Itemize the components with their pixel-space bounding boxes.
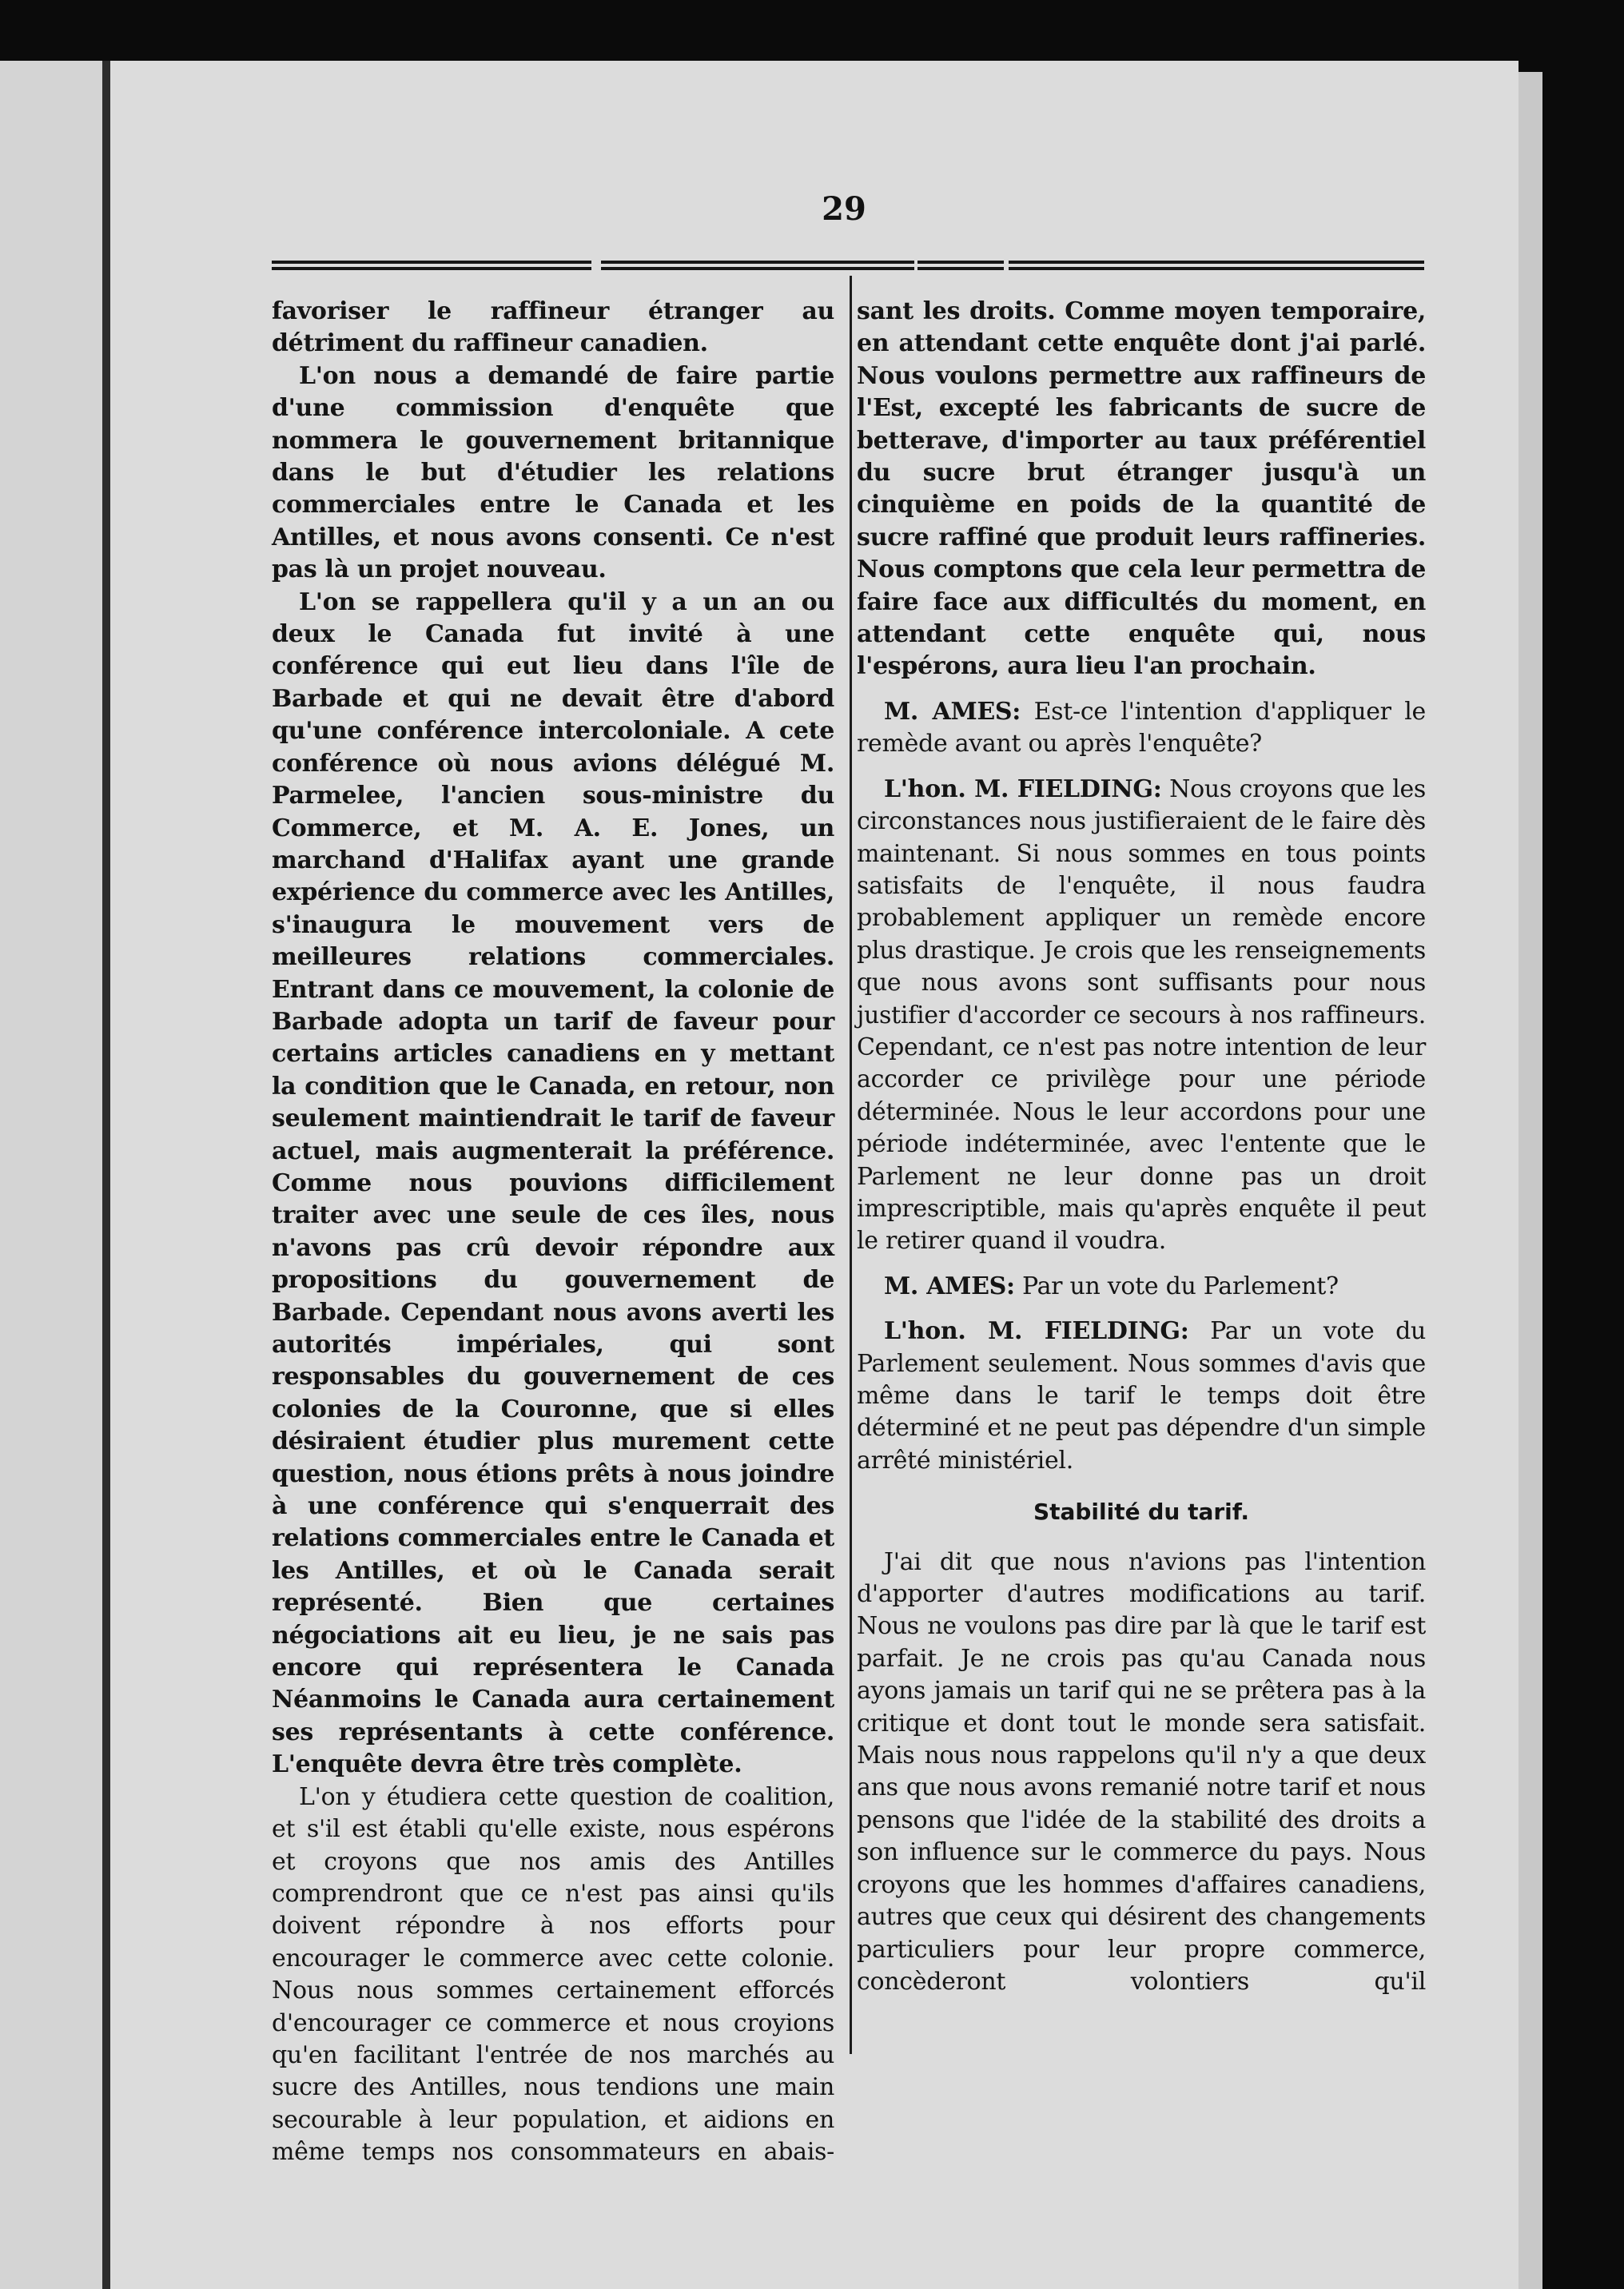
dialogue-text: Par un vote du Parlement? [1022, 1272, 1339, 1300]
paragraph: J'ai dit que nous n'avions pas l'intention d'apporter d'autres modifications au tarif. Nous ne voulons pas dire par là que le tarif est parfait. Je ne crois pas qu'au Canada nous ayons jamais un tarif qui ne se prêtera pas à la critique et dont tout le monde sera satisfait. Mais nous nous rappelons qu'il n'y a que deux ans que nous avons remanié notre tarif et nous pensons que l'idée de la stabilité des droits a son influence sur le commerce du pays. Nous croyons que les hommes d'affaires canadiens, autres que ceux qui désirent des changements particuliers pour leur propre commerce, concèderont volontiers qu'il [857, 1547, 1426, 1996]
dialogue-text: Est-ce l'intention d'appliquer le remède avant ou après l'enquête? [857, 697, 1426, 758]
page-stack-edge [1519, 72, 1542, 2289]
section-heading: Stabilité du tarif. [1033, 1499, 1250, 1526]
paragraph: sant les droits. Comme moyen temporaire, en attendant cette enquête dont j'ai parlé. Nous voulons permettre aux raffineurs de l'Est, excepté les fabricants de sucre de betterave, d'importer au taux préférentiel du sucre brut étranger jusqu'à un cinquième en poids de la quantité de sucre raffiné que produit leurs raffineries. Nous comptons que cela leur permettra de faire face aux difficultés du moment, en attendant cette enquête qui, nous l'espérons, aura lieu l'an prochain. [857, 297, 1426, 681]
dialogue-paragraph [857, 1271, 1426, 1303]
dialogue-paragraph [857, 1316, 1426, 1477]
dialogue-text: Nous croyons que les circonstances nous justifieraient de le faire dès maintenant. Si nous sommes en tous points satisfaits de l'enquête, il nous faudra probablement appliquer un remède encore plus drastique. Je crois que les renseignements que nous avons sont suffisants pour nous justifier d'accorder ce secours à nos raffineurs. Cependant, ce n'est pas notre intention de leur accorder ce privilège pour une période déterminée. Nous le leur accordons pour une période indéterminée, avec l'entente que le Parlement ne leur donne pas un droit imprescriptible, mais qu'après enquête il peut le retirer quand il voudra. [857, 774, 1426, 1256]
right-column [857, 296, 1426, 1998]
header-rule [917, 261, 1004, 270]
column-divider [850, 276, 852, 2054]
header-rule [1009, 261, 1424, 270]
header-rule [272, 261, 591, 270]
speaker-name: M. AMES: [884, 697, 1021, 726]
previous-page-edge [0, 61, 108, 2289]
header-rule [601, 261, 914, 270]
paragraph: L'on se rappellera qu'il y a un an ou deux le Canada fut invité à une conférence qui eut lieu dans l'île de Barbade et qui ne devait être d'abord qu'une conférence intercoloniale. A cete conférence où nous avions délégué M. Parmelee, l'ancien sous-ministre du Commerce, et M. A. E. Jones, un marchand d'Halifax ayant une grande expérience du commerce avec les Antilles, s'inaugura le mouvement vers de meilleures relations commerciales. Entrant dans ce mouvement, la colonie de Barbade adopta un tarif de faveur pour certains articles canadiens en y mettant la condition que le Canada, en retour, non seulement maintiendrait le tarif de faveur actuel, mais augmenterait la préférence. Comme nous pouvions difficilement traiter avec une seule de ces îles, nous n'avons pas crû devoir répondre aux propositions du gouvernement de Barbade. Cependant nous avons averti les autorités impériales, qui sont responsables du gouvernement de ces colonies de la Couronne, que si elles désiraient étudier plus murement cette question, nous étions prêts à nous joindre à une conférence qui s'enquerrait des relations commerciales entre le Canada et les Antilles, et où le Canada serait représenté. Bien que certaines négociations ait eu lieu, je ne sais pas encore qui représentera le Canada Néanmoins le Canada aura certainement ses représentants à cette conférence. L'enquête devra être très complète. [272, 587, 834, 1779]
paragraph: L'on nous a demandé de faire partie d'une commission d'enquête que nommera le gouvernement britannique dans le but d'étudier les relations commerciales entre le Canada et les Antilles, et nous avons consenti. Ce n'est pas là un projet nouveau. [272, 361, 834, 584]
dialogue-paragraph [857, 696, 1426, 761]
speaker-name: L'hon. M. FIELDING: [884, 774, 1162, 803]
paragraph: L'on y étudiera cette question de coalition, et s'il est établi qu'elle existe, nous espérons et croyons que nos amis des Antilles comprendront que ce n'est pas ainsi qu'ils doivent répondre à nos efforts pour encourager le commerce avec cette colonie. Nous nous sommes certainement efforcés d'encourager ce commerce et nous croyions qu'en facilitant l'entrée de nos marchés au sucre des Antilles, nous tendions une main secourable à leur population, et aidions en même temps nos consommateurs en abais- [272, 1782, 834, 2167]
dialogue-text: Par un vote du Parlement seulement. Nous sommes d'avis que même dans le tarif le temps doit être déterminé et ne peut pas dépendre d'un simple arrêté ministériel. [857, 1317, 1426, 1475]
speaker-name: M. AMES: [884, 1272, 1015, 1300]
left-column [272, 296, 834, 2169]
book-spine [102, 61, 110, 2289]
dialogue-paragraph [857, 774, 1426, 1258]
paragraph: favoriser le raffineur étranger au détriment du raffineur canadien. [272, 297, 834, 358]
speaker-name: L'hon. M. FIELDING: [884, 1317, 1189, 1346]
page-number: 29 [822, 190, 866, 228]
